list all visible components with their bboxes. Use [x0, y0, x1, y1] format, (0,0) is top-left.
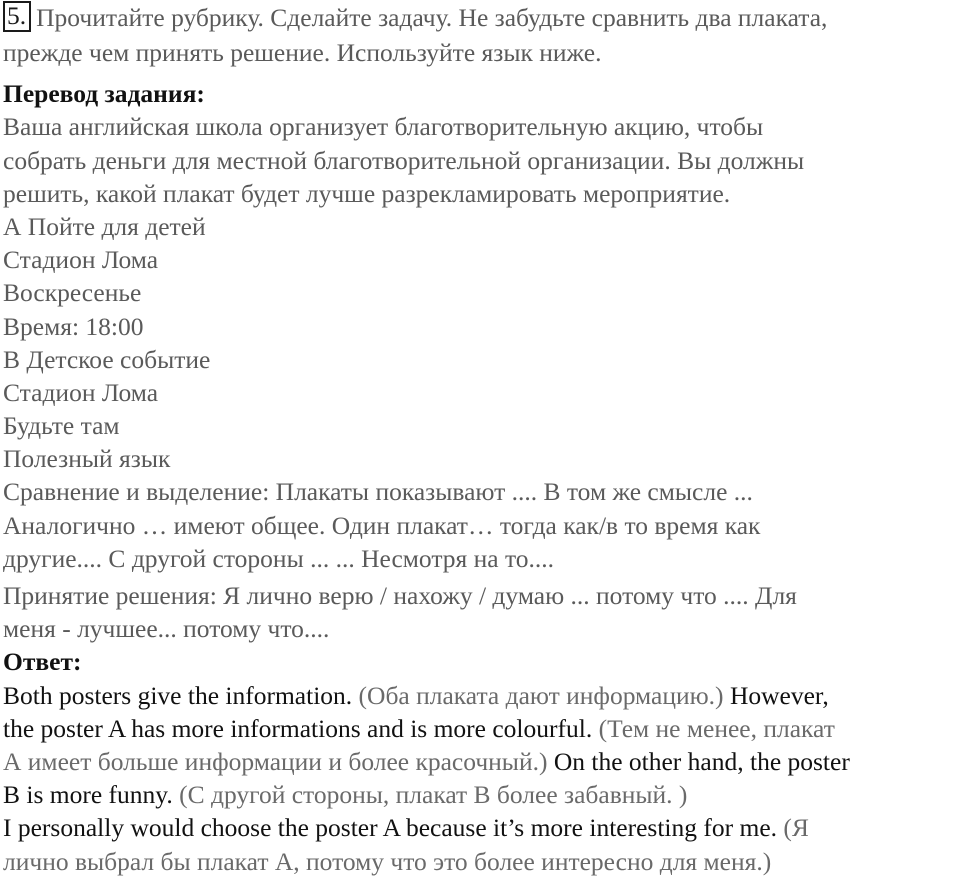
translation-line: собрать деньги для местной благотворительной организации. Вы должны — [3, 145, 805, 175]
translation-heading: Перевод задания: — [3, 79, 205, 109]
decision-phrases-line: Принятие решения: Я лично верю / нахожу / думаю ... потому что .... Для — [3, 581, 797, 610]
answer-line-2 — [3, 712, 958, 745]
answer-line-3 — [3, 745, 958, 778]
comparing-phrases-line: Аналогично … имеют общее. Один плакат… тогда как/в то время как — [3, 510, 761, 540]
poster-b-title: В Детское событие — [3, 344, 211, 374]
answer-russian-translation: (Я — [777, 813, 809, 843]
poster-b-venue: Стадион Лома — [3, 377, 159, 407]
poster-a-time: Время: 18:00 — [3, 311, 144, 341]
poster-a-day: Воскресенье — [3, 278, 142, 308]
task-instruction-line-2: прежде чем принять решение. Используйте язык ниже. — [3, 38, 602, 67]
answer-english-text: the poster A has more informations and is more colourful. — [3, 713, 593, 743]
answer-russian-translation: лично выбрал бы плакат А, потому что это более интересно для меня.) — [3, 846, 772, 876]
task-instruction-line-1 — [3, 0, 958, 36]
answer-russian-translation: (Оба плаката дают информацию.) — [352, 680, 724, 710]
answer-line-5 — [3, 811, 958, 844]
task-instruction-text-1: Прочитайте рубрику. Сделайте задачу. Не забудьте сравнить два плаката, — [36, 3, 828, 32]
poster-a-title: А Пойте для детей — [3, 211, 206, 241]
poster-a-venue: Стадион Лома — [3, 245, 159, 275]
poster-b-slogan: Будьте там — [3, 411, 120, 441]
answer-russian-translation: (Тем не менее, плакат — [592, 713, 835, 743]
decision-phrases-line: меня - лучшее... потому что.... — [3, 614, 330, 644]
answer-heading: Ответ: — [3, 647, 82, 677]
answer-line-1 — [3, 679, 958, 712]
comparing-phrases-line: другие.... С другой стороны ... ... Несмотря на то.... — [3, 543, 555, 573]
answer-english-text: However, — [723, 680, 829, 710]
answer-english-text: I personally would choose the poster A because it’s more interesting for me. — [3, 813, 778, 843]
answer-line-4 — [3, 778, 958, 811]
exercise-page — [3, 0, 958, 878]
comparing-phrases-line: Сравнение и выделение: Плакаты показывают .... В том же смысле ... — [3, 477, 753, 507]
useful-language-heading: Полезный язык — [3, 444, 171, 474]
answer-english-text: B is more funny. — [3, 780, 173, 810]
task-number-badge: 5. — [3, 1, 31, 32]
answer-english-text: Both posters give the information. — [3, 680, 353, 710]
answer-russian-translation: А имеет больше информации и более красочный.) — [3, 746, 548, 776]
translation-line: решить, какой плакат будет лучше разрекламировать мероприятие. — [3, 178, 731, 208]
answer-russian-translation: (С другой стороны, плакат В более забавный. ) — [172, 780, 688, 810]
translation-line: Ваша английская школа организует благотворительную акцию, чтобы — [3, 112, 764, 142]
answer-line-6 — [3, 845, 958, 878]
answer-english-text: On the other hand, the poster — [547, 746, 850, 776]
